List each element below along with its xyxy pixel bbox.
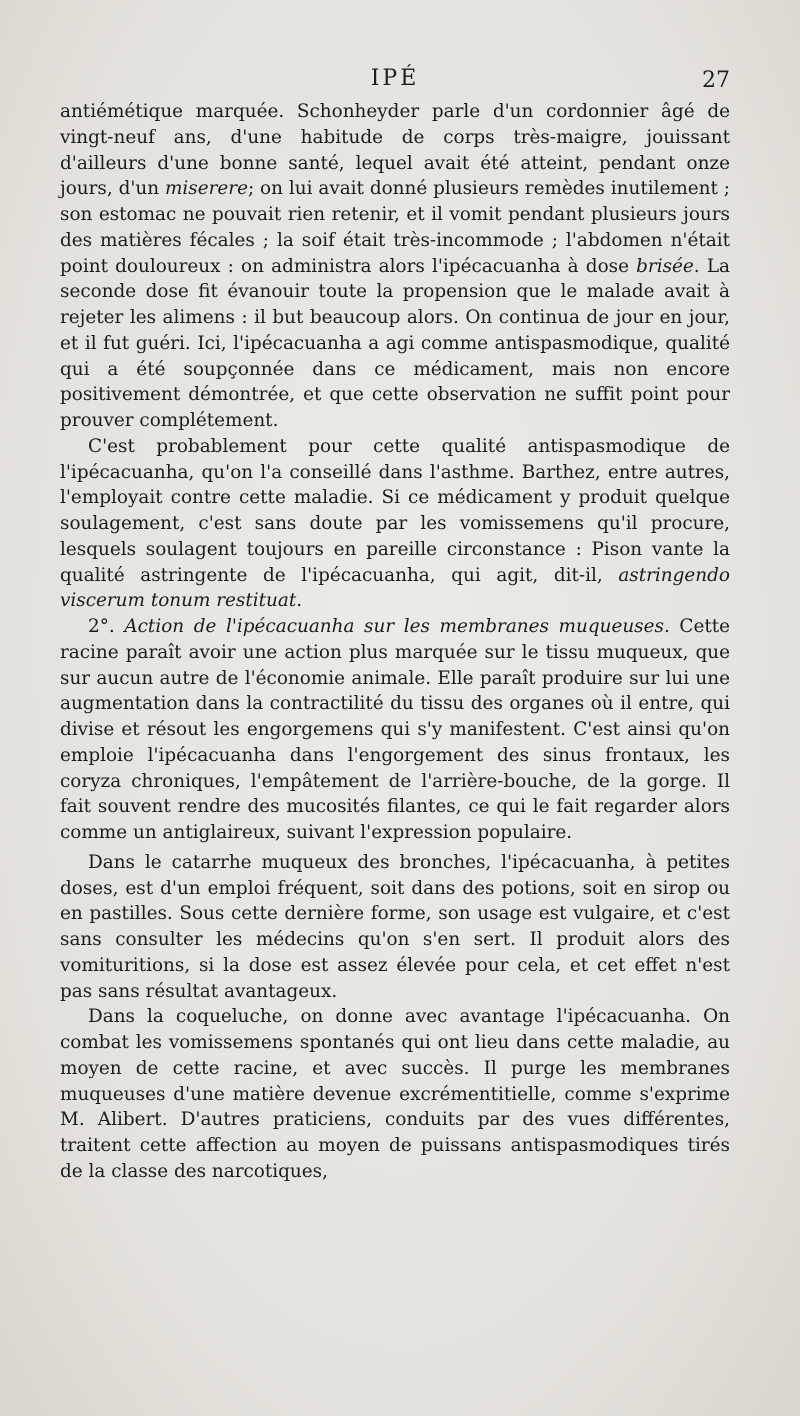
paragraph-2 — [60, 434, 730, 614]
text-span: . La seconde dose fit évanouir toute la propension que le malade avait à rejeter les alimens : il but beaucoup alors. On continua de jour en jour, et il fut guéri. Ici, l'ipécacuanha a agi comme antispasmodique, qualité qui a été soupçonnée dans ce médicament, mais non encore positivement démontrée, et que cette observation ne suffit point pour prouver complétement. — [60, 255, 730, 431]
running-title: IPÉ — [370, 66, 420, 91]
page-header — [60, 66, 730, 96]
section-number: 2°. — [88, 616, 125, 637]
text-span: . — [296, 590, 303, 612]
italic-term: brisée — [636, 255, 694, 277]
paragraph-4 — [60, 850, 730, 1005]
body-text — [60, 99, 730, 1185]
text-span: Cette racine paraît avoir une action plus marquée sur le tissu muqueux, que sur aucun autre de l'économie animale. Elle paraît produire sur lui une augmentation dans la contractilité du tissu des organes où il entre, qui divise et résout les engorgemens qui s'y manifestent. C'est ainsi qu'on emploie l'ipécacuanha dans l'engorgement des sinus frontaux, les coryza chroniques, l'empâtement de l'arrière-bouche, de la gorge. Il fait souvent rendre des mucosités filantes, ce qui le fait regarder alors comme un antiglaireux, suivant l'expression populaire. — [60, 616, 731, 843]
text-span: Dans la coqueluche, on donne avec avantage l'ipécacuanha. On combat les vomissemens spontanés qui ont lieu dans cette maladie, au moyen de cette racine, et avec succès. Il purge les membranes muqueuses d'une matière devenue excrémentitielle, comme s'exprime M. Alibert. D'autres praticiens, conduits par des vues différentes, traitent cette affection au moyen de puissans antispasmodiques tirés de la classe des narcotiques, — [60, 1006, 730, 1182]
paragraph-3 — [60, 614, 730, 846]
text-span: Dans le catarrhe muqueux des bronches, l'ipécacuanha, à petites doses, est d'un emploi fréquent, soit dans des potions, soit en sirop ou en pastilles. Sous cette dernière forme, son usage est vulgaire, et c'est sans consulter les médecins qu'on s'en sert. Il produit alors des vomituritions, si la dose est assez élevée pour cela, et cet effet n'est pas sans résultat avantageux. — [60, 851, 730, 1002]
text-span: C'est probablement pour cette qualité antispasmodique de l'ipécacuanha, qu'on l'a conseillé dans l'asthme. Barthez, entre autres, l'employait contre cette maladie. Si ce médicament y produit quelque soulagement, c'est sans doute par les vomissemens qu'il procure, lesquels soulagent toujours en pareille circonstance : Pison vante la qualité astringente de l'ipécacuanha, qui agit, dit-il, — [60, 435, 730, 586]
section-heading: Action de l'ipécacuanha sur les membranes muqueuses. — [124, 616, 670, 637]
italic-quote: astringendo viscerum tonum restituat — [60, 564, 730, 612]
text-span: ; on lui avait donné plusieurs remèdes inutilement ; son estomac ne pouvait rien retenir, et il vomit pendant plusieurs jours des matières fécales ; la soif était très-incommode ; l'abdomen n'était point douloureux : on administra alors l'ipécacuanha à dose — [60, 178, 730, 277]
paragraph-5 — [60, 1004, 730, 1184]
text-span: antiémétique marquée. Schonheyder parle d'un cordonnier âgé de vingt-neuf ans, d'une habitude de corps très-maigre, jouissant d'ailleurs d'une bonne santé, lequel avait été atteint, pendant onze jours, d'un — [60, 101, 730, 200]
page-number: 27 — [702, 68, 730, 93]
paragraph-1 — [60, 99, 730, 434]
italic-term: miserere — [164, 178, 248, 200]
